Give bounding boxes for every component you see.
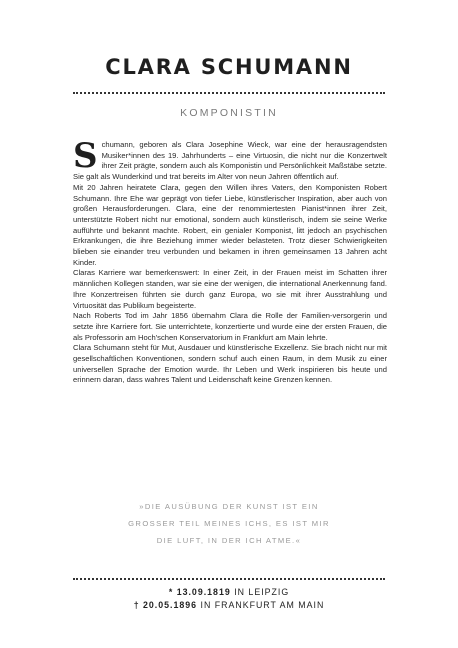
paragraph-1-text: chumann, geboren als Clara Josephine Wieck, war eine der herausragendsten Musiker*innen des 19. Jahrhunderts – eine Virtuosin, die nicht nur die Konzertwelt ihrer Zeit prägte, sondern auch als Komponistin und Persönlichkeit Maßstäbe setzte. Sie galt als Wunderkind und trat bereits im Alter von neun Jahren öffentlich auf. bbox=[73, 140, 387, 182]
quote-line-3: DIE LUFT, IN DER ICH ATME.« bbox=[156, 536, 302, 545]
dotted-divider-bottom bbox=[73, 578, 385, 580]
paragraph-4: Nach Roberts Tod im Jahr 1856 übernahm Clara die Rolle der Familien-versorgerin und setzte ihre Karriere fort. Sie unterrichtete, konzertierte und wurde eine der ersten Frauen, die als Professorin am Hoch'schen Konservatorium in Frankfurt am Main lehrte. bbox=[73, 311, 387, 342]
page-subtitle: KOMPONISTIN bbox=[180, 107, 278, 119]
dropcap-letter: S bbox=[73, 136, 98, 176]
birth-place: IN LEIPZIG bbox=[234, 587, 290, 597]
paragraph-1 bbox=[73, 136, 387, 183]
quote-line-2: GROSSER TEIL MEINES ICHS, ES IST MIR bbox=[128, 519, 330, 528]
paragraph-3: Claras Karriere war bemerkenswert: In einer Zeit, in der Frauen meist im Schatten ihrer männlichen Kollegen standen, war sie eine der wenigen, die international Anerkennung fand. Ihre Konzertreisen führten sie durch ganz Europa, wo sie mit ihrer Ausstrahlung und Virtuosität das Publikum begeisterte. bbox=[73, 268, 387, 310]
biography-text bbox=[73, 136, 387, 386]
paragraph-2: Mit 20 Jahren heiratete Clara, gegen den Willen ihres Vaters, den Komponisten Robert Schumann. Ihre Ehe war geprägt von tiefer Liebe, künstlerischer Inspiration, aber auch von großen Herausforderungen. Clara, eine der renommiertesten Pianist*innen ihrer Zeit, unterstützte Robert nicht nur emotional, sondern auch künstlerisch, indem sie seine Werke aufführte und bekannt machte. Robert, ein genialer Komponist, litt jedoch an psychischen Erkrankungen, die ihre Beziehung immer wieder belasteten. Trotz dieser Schwierigkeiten blieben sie einander treu verbunden und bekamen in ihren gemeinsamen 13 Jahren acht Kinder. bbox=[73, 182, 387, 267]
birth-line bbox=[0, 587, 458, 597]
death-date: † 20.05.1896 bbox=[133, 600, 198, 610]
birth-date: * 13.09.1819 bbox=[168, 587, 231, 597]
quote-block bbox=[100, 498, 358, 549]
page-title: CLARA SCHUMANN bbox=[105, 55, 353, 79]
death-line bbox=[0, 600, 458, 610]
paragraph-5: Clara Schumann steht für Mut, Ausdauer und künstlerische Exzellenz. Sie brach nicht nur mit gesellschaftlichen Konventionen, sondern schuf auch einen Raum, in dem Musik zu einer universellen Sprache der Emotion wurde. Ihr Leben und Werk inspirieren bis heute und erinnern daran, dass wahres Talent und Leidenschaft keine Grenzen kennen. bbox=[73, 343, 387, 385]
death-place: IN FRANKFURT AM MAIN bbox=[200, 600, 325, 610]
dotted-divider-top bbox=[73, 92, 385, 94]
quote-line-1: »DIE AUSÜBUNG DER KUNST IST EIN bbox=[139, 502, 319, 511]
